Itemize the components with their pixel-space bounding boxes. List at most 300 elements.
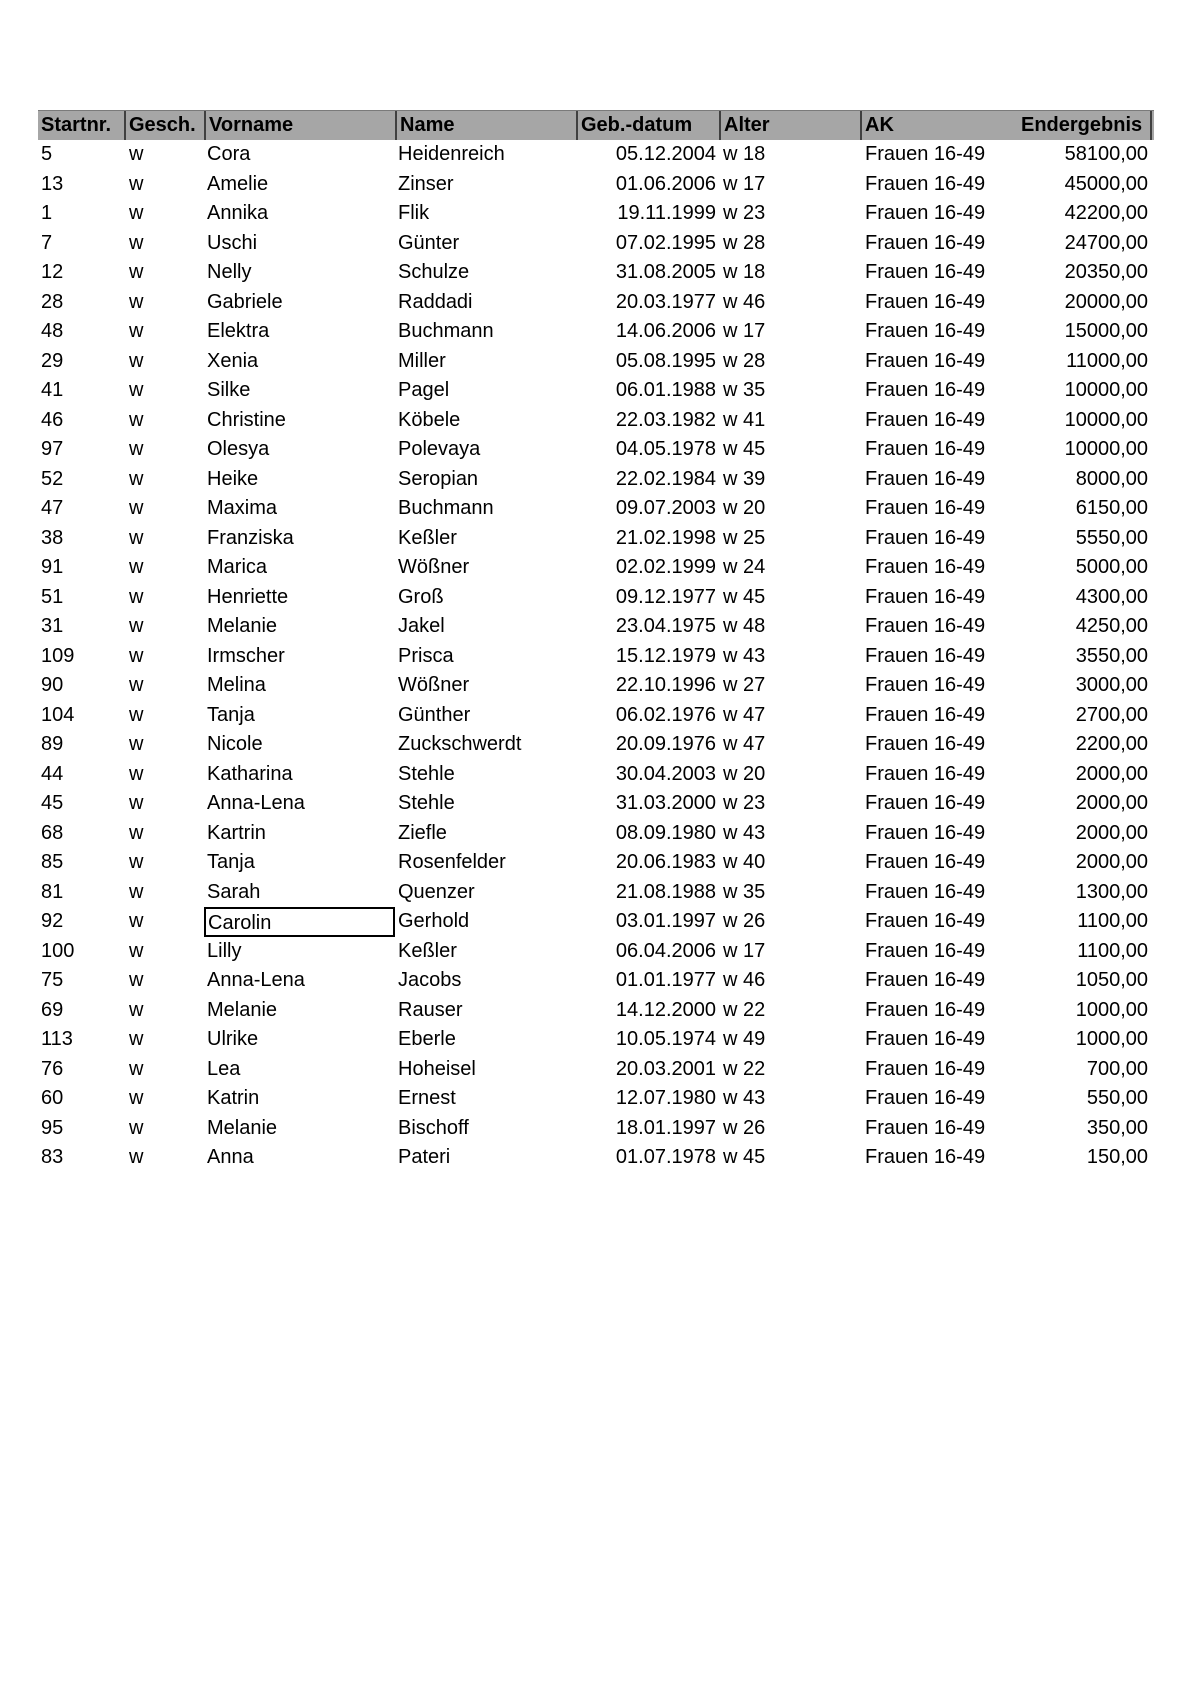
cell-name[interactable]: Heidenreich <box>398 143 505 165</box>
cell-startnr[interactable]: 7 <box>41 231 53 254</box>
table-row <box>38 465 1154 495</box>
cell-startnr[interactable]: 31 <box>41 615 64 637</box>
cell-altersklasse[interactable]: Frauen 16-49 <box>865 408 986 431</box>
cell-name[interactable]: Wößner <box>398 556 470 578</box>
cell-altersklasse[interactable]: Frauen 16-49 <box>865 674 986 696</box>
cell-geschlecht[interactable]: w <box>129 585 144 608</box>
cell-geschlecht[interactable]: w <box>129 556 144 578</box>
cell-geburtsdatum[interactable]: 09.12.1977 <box>615 585 716 608</box>
cell-geschlecht[interactable]: w <box>129 261 144 283</box>
cell-geschlecht[interactable]: w <box>129 1087 144 1109</box>
cell-alter[interactable]: w 25 <box>723 526 766 549</box>
cell-geburtsdatum[interactable]: 21.08.1988 <box>615 880 716 903</box>
cell-startnr[interactable]: 85 <box>41 851 64 873</box>
cell-startnr[interactable]: 90 <box>41 674 64 696</box>
table-row <box>38 878 1154 908</box>
cell-endergebnis[interactable]: 2000,00 <box>1075 851 1148 873</box>
cell-geschlecht[interactable]: w <box>129 408 144 431</box>
cell-endergebnis[interactable]: 4300,00 <box>1075 585 1148 608</box>
cell-name[interactable]: Wößner <box>398 674 470 696</box>
cell-altersklasse[interactable]: Frauen 16-49 <box>865 231 986 254</box>
cell-altersklasse[interactable]: Frauen 16-49 <box>865 1057 986 1080</box>
cell-alter[interactable]: w 41 <box>723 408 766 431</box>
cell-startnr[interactable]: 12 <box>41 261 64 283</box>
cell-alter[interactable]: w 22 <box>723 998 766 1021</box>
cell-altersklasse[interactable]: Frauen 16-49 <box>865 1087 986 1109</box>
cell-altersklasse[interactable]: Frauen 16-49 <box>865 762 986 785</box>
cell-alter[interactable]: w 46 <box>723 969 766 991</box>
cell-name[interactable]: Keßler <box>398 939 457 962</box>
cell-geschlecht[interactable]: w <box>129 320 144 342</box>
cell-vorname[interactable]: Melanie <box>207 1116 278 1139</box>
cell-vorname[interactable]: Elektra <box>207 320 270 342</box>
cell-geburtsdatum[interactable]: 14.12.2000 <box>615 998 716 1021</box>
cell-alter[interactable]: w 27 <box>723 674 766 696</box>
cell-startnr[interactable]: 28 <box>41 290 64 313</box>
cell-geburtsdatum[interactable]: 20.03.2001 <box>615 1057 716 1080</box>
cell-alter[interactable]: w 48 <box>723 615 766 637</box>
cell-alter[interactable]: w 43 <box>723 644 766 667</box>
table-row <box>38 789 1154 819</box>
cell-vorname[interactable]: Henriette <box>207 585 289 608</box>
cell-geburtsdatum[interactable]: 31.03.2000 <box>615 792 716 814</box>
cell-alter[interactable]: w 40 <box>723 851 766 873</box>
cell-alter[interactable]: w 17 <box>723 320 766 342</box>
cell-endergebnis[interactable]: 8000,00 <box>1075 467 1148 490</box>
cell-endergebnis[interactable]: 45000,00 <box>1064 172 1148 195</box>
cell-startnr[interactable]: 89 <box>41 733 64 755</box>
table-row <box>38 494 1154 524</box>
cell-vorname-selected[interactable]: Carolin <box>204 907 395 937</box>
cell-name[interactable]: Eberle <box>398 1028 456 1050</box>
cell-altersklasse[interactable]: Frauen 16-49 <box>865 910 986 932</box>
cell-vorname[interactable]: Cora <box>207 143 251 165</box>
cell-endergebnis[interactable]: 1100,00 <box>1077 939 1148 962</box>
cell-name[interactable]: Miller <box>398 349 446 372</box>
cell-altersklasse[interactable]: Frauen 16-49 <box>865 1116 986 1139</box>
cell-vorname[interactable]: Christine <box>207 408 286 431</box>
cell-startnr[interactable]: 83 <box>41 1146 64 1168</box>
cell-geburtsdatum[interactable]: 09.07.2003 <box>615 497 716 519</box>
cell-endergebnis[interactable]: 20350,00 <box>1064 261 1148 283</box>
cell-geschlecht[interactable]: w <box>129 143 144 165</box>
cell-name[interactable]: Zinser <box>398 172 454 195</box>
cell-geburtsdatum[interactable]: 14.06.2006 <box>615 320 716 342</box>
cell-altersklasse[interactable]: Frauen 16-49 <box>865 143 986 165</box>
cell-startnr[interactable]: 100 <box>41 939 75 962</box>
cell-name[interactable]: Buchmann <box>398 497 494 519</box>
cell-altersklasse[interactable]: Frauen 16-49 <box>865 585 986 608</box>
cell-alter[interactable]: w 20 <box>723 497 766 519</box>
cell-geburtsdatum[interactable]: 30.04.2003 <box>615 762 716 785</box>
cell-altersklasse[interactable]: Frauen 16-49 <box>865 939 986 962</box>
cell-altersklasse[interactable]: Frauen 16-49 <box>865 703 986 726</box>
cell-geburtsdatum[interactable]: 15.12.1979 <box>615 644 716 667</box>
cell-geschlecht[interactable]: w <box>129 290 144 313</box>
cell-altersklasse[interactable]: Frauen 16-49 <box>865 172 986 195</box>
cell-name[interactable]: Rauser <box>398 998 463 1021</box>
cell-geschlecht[interactable]: w <box>129 851 144 873</box>
cell-alter[interactable]: w 46 <box>723 290 766 313</box>
cell-endergebnis[interactable]: 3000,00 <box>1075 674 1148 696</box>
cell-startnr[interactable]: 46 <box>41 408 64 431</box>
cell-altersklasse[interactable]: Frauen 16-49 <box>865 644 986 667</box>
cell-alter[interactable]: w 26 <box>723 1116 766 1139</box>
cell-endergebnis[interactable]: 1000,00 <box>1075 998 1148 1021</box>
cell-startnr[interactable]: 48 <box>41 320 64 342</box>
cell-endergebnis[interactable]: 2200,00 <box>1075 733 1148 755</box>
cell-alter[interactable]: w 17 <box>723 172 766 195</box>
cell-vorname[interactable]: Maxima <box>207 497 278 519</box>
cell-geburtsdatum[interactable]: 20.09.1976 <box>615 733 716 755</box>
cell-alter[interactable]: w 47 <box>723 733 766 755</box>
cell-startnr[interactable]: 13 <box>41 172 64 195</box>
cell-endergebnis[interactable]: 2000,00 <box>1075 821 1148 844</box>
cell-endergebnis[interactable]: 1050,00 <box>1075 969 1148 991</box>
cell-alter[interactable]: w 28 <box>723 231 766 254</box>
header-altersklasse: AK <box>865 114 894 136</box>
cell-altersklasse[interactable]: Frauen 16-49 <box>865 290 986 313</box>
cell-name[interactable]: Rosenfelder <box>398 851 506 873</box>
cell-startnr[interactable]: 29 <box>41 349 64 372</box>
cell-name[interactable]: Gerhold <box>398 910 470 932</box>
cell-name[interactable]: Ziefle <box>398 821 447 844</box>
cell-endergebnis[interactable]: 10000,00 <box>1064 379 1148 401</box>
cell-altersklasse[interactable]: Frauen 16-49 <box>865 880 986 903</box>
cell-geburtsdatum[interactable]: 05.12.2004 <box>615 143 716 165</box>
cell-geburtsdatum[interactable]: 20.06.1983 <box>615 851 716 873</box>
cell-vorname[interactable]: Nicole <box>207 733 263 755</box>
table-row <box>38 701 1154 731</box>
cell-altersklasse[interactable]: Frauen 16-49 <box>865 320 986 342</box>
cell-geschlecht[interactable]: w <box>129 762 144 785</box>
cell-vorname[interactable]: Tanja <box>207 851 255 873</box>
cell-endergebnis[interactable]: 24700,00 <box>1064 231 1148 254</box>
table-row <box>38 760 1154 790</box>
cell-geburtsdatum[interactable]: 22.03.1982 <box>615 408 716 431</box>
cell-startnr[interactable]: 44 <box>41 762 64 785</box>
cell-geschlecht[interactable]: w <box>129 1116 144 1139</box>
cell-geburtsdatum[interactable]: 01.06.2006 <box>615 172 716 195</box>
cell-geschlecht[interactable]: w <box>129 880 144 903</box>
cell-alter[interactable]: w 45 <box>723 1146 766 1168</box>
cell-geburtsdatum[interactable]: 02.02.1999 <box>615 556 716 578</box>
cell-altersklasse[interactable]: Frauen 16-49 <box>865 202 986 224</box>
cell-geschlecht[interactable]: w <box>129 526 144 549</box>
cell-startnr[interactable]: 75 <box>41 969 64 991</box>
cell-startnr[interactable]: 76 <box>41 1057 64 1080</box>
cell-endergebnis[interactable]: 1300,00 <box>1075 880 1148 903</box>
cell-geschlecht[interactable]: w <box>129 467 144 490</box>
cell-vorname[interactable]: Melanie <box>207 998 278 1021</box>
cell-vorname[interactable]: Katrin <box>207 1087 260 1109</box>
cell-alter[interactable]: w 26 <box>723 910 766 932</box>
cell-name[interactable]: Hoheisel <box>398 1057 476 1080</box>
cell-vorname[interactable]: Heike <box>207 467 259 490</box>
table-row <box>38 1055 1154 1085</box>
cell-name[interactable]: Quenzer <box>398 880 475 903</box>
cell-vorname[interactable]: Anna-Lena <box>207 792 305 814</box>
cell-altersklasse[interactable]: Frauen 16-49 <box>865 438 986 460</box>
cell-geburtsdatum[interactable]: 21.02.1998 <box>615 526 716 549</box>
cell-endergebnis[interactable]: 20000,00 <box>1064 290 1148 313</box>
cell-endergebnis[interactable]: 550,00 <box>1086 1087 1148 1109</box>
cell-geburtsdatum[interactable]: 03.01.1997 <box>615 910 716 932</box>
cell-vorname[interactable]: Marica <box>207 556 268 578</box>
cell-altersklasse[interactable]: Frauen 16-49 <box>865 349 986 372</box>
cell-vorname[interactable]: Ulrike <box>207 1028 259 1050</box>
cell-endergebnis[interactable]: 10000,00 <box>1064 438 1148 460</box>
cell-endergebnis[interactable]: 10000,00 <box>1064 408 1148 431</box>
cell-altersklasse[interactable]: Frauen 16-49 <box>865 1146 986 1168</box>
cell-vorname[interactable]: Kartrin <box>207 821 266 844</box>
cell-geschlecht[interactable]: w <box>129 703 144 726</box>
table-row <box>38 1025 1154 1055</box>
cell-name[interactable]: Jakel <box>398 615 445 637</box>
cell-endergebnis[interactable]: 5000,00 <box>1075 556 1148 578</box>
cell-endergebnis[interactable]: 3550,00 <box>1075 644 1148 667</box>
cell-alter[interactable]: w 24 <box>723 556 766 578</box>
cell-geschlecht[interactable]: w <box>129 379 144 401</box>
cell-startnr[interactable]: 95 <box>41 1116 64 1139</box>
cell-geburtsdatum[interactable]: 22.02.1984 <box>615 467 716 490</box>
cell-geschlecht[interactable]: w <box>129 969 144 991</box>
cell-startnr[interactable]: 97 <box>41 438 64 460</box>
cell-geschlecht[interactable]: w <box>129 1146 144 1168</box>
cell-geburtsdatum[interactable]: 06.01.1988 <box>615 379 716 401</box>
cell-name[interactable]: Keßler <box>398 526 457 549</box>
cell-altersklasse[interactable]: Frauen 16-49 <box>865 851 986 873</box>
cell-alter[interactable]: w 45 <box>723 585 766 608</box>
cell-endergebnis[interactable]: 150,00 <box>1086 1146 1148 1168</box>
cell-name[interactable]: Pagel <box>398 379 450 401</box>
cell-altersklasse[interactable]: Frauen 16-49 <box>865 792 986 814</box>
cell-alter[interactable]: w 49 <box>723 1028 766 1050</box>
cell-geschlecht[interactable]: w <box>129 172 144 195</box>
cell-endergebnis[interactable]: 700,00 <box>1086 1057 1148 1080</box>
cell-altersklasse[interactable]: Frauen 16-49 <box>865 733 986 755</box>
cell-endergebnis[interactable]: 2700,00 <box>1075 703 1148 726</box>
cell-startnr[interactable]: 1 <box>41 202 53 224</box>
cell-geschlecht[interactable]: w <box>129 674 144 696</box>
cell-alter[interactable]: w 20 <box>723 762 766 785</box>
cell-geschlecht[interactable]: w <box>129 998 144 1021</box>
cell-endergebnis[interactable]: 15000,00 <box>1064 320 1148 342</box>
cell-vorname[interactable]: Sarah <box>207 880 261 903</box>
cell-name[interactable]: Günter <box>398 231 460 254</box>
cell-startnr[interactable]: 81 <box>41 880 64 903</box>
cell-startnr[interactable]: 69 <box>41 998 64 1021</box>
cell-vorname[interactable]: Silke <box>207 379 251 401</box>
cell-name[interactable]: Pateri <box>398 1146 451 1168</box>
cell-startnr[interactable]: 41 <box>41 379 64 401</box>
cell-geschlecht[interactable]: w <box>129 1057 144 1080</box>
cell-alter[interactable]: w 43 <box>723 1087 766 1109</box>
cell-alter[interactable]: w 28 <box>723 349 766 372</box>
cell-alter[interactable]: w 18 <box>723 143 766 165</box>
cell-vorname[interactable]: Melina <box>207 674 266 696</box>
cell-geburtsdatum[interactable]: 01.07.1978 <box>615 1146 716 1168</box>
cell-endergebnis[interactable]: 1100,00 <box>1077 910 1148 932</box>
cell-alter[interactable]: w 23 <box>723 792 766 814</box>
cell-startnr[interactable]: 92 <box>41 910 64 932</box>
cell-name[interactable]: Ernest <box>398 1087 456 1109</box>
cell-startnr[interactable]: 91 <box>41 556 64 578</box>
cell-name[interactable]: Stehle <box>398 762 455 785</box>
cell-name[interactable]: Schulze <box>398 261 470 283</box>
cell-geschlecht[interactable]: w <box>129 733 144 755</box>
cell-vorname[interactable]: Lea <box>207 1057 241 1080</box>
cell-vorname[interactable]: Irmscher <box>207 644 285 667</box>
cell-name[interactable]: Groß <box>398 585 444 608</box>
cell-altersklasse[interactable]: Frauen 16-49 <box>865 969 986 991</box>
cell-vorname[interactable]: Anna <box>207 1146 254 1168</box>
cell-endergebnis[interactable]: 6150,00 <box>1075 497 1148 519</box>
cell-endergebnis[interactable]: 42200,00 <box>1064 202 1148 224</box>
cell-altersklasse[interactable]: Frauen 16-49 <box>865 1028 986 1050</box>
cell-geschlecht[interactable]: w <box>129 349 144 372</box>
cell-altersklasse[interactable]: Frauen 16-49 <box>865 821 986 844</box>
cell-endergebnis[interactable]: 2000,00 <box>1075 762 1148 785</box>
cell-alter[interactable]: w 47 <box>723 703 766 726</box>
cell-startnr[interactable]: 5 <box>41 143 53 165</box>
header-vorname: Vorname <box>204 111 395 140</box>
cell-altersklasse[interactable]: Frauen 16-49 <box>865 615 986 637</box>
cell-alter[interactable]: w 43 <box>723 821 766 844</box>
cell-startnr[interactable]: 68 <box>41 821 64 844</box>
cell-endergebnis[interactable]: 58100,00 <box>1064 143 1148 165</box>
cell-geschlecht[interactable]: w <box>129 792 144 814</box>
cell-altersklasse[interactable]: Frauen 16-49 <box>865 998 986 1021</box>
cell-name[interactable]: Polevaya <box>398 438 481 460</box>
cell-alter[interactable]: w 35 <box>723 379 766 401</box>
cell-vorname[interactable]: Xenia <box>207 349 259 372</box>
cell-alter[interactable]: w 45 <box>723 438 766 460</box>
cell-startnr[interactable]: 104 <box>41 703 75 726</box>
cell-geburtsdatum[interactable]: 18.01.1997 <box>615 1116 716 1139</box>
cell-geburtsdatum[interactable]: 08.09.1980 <box>615 821 716 844</box>
table-row <box>38 258 1154 288</box>
cell-vorname[interactable]: Lilly <box>207 939 242 962</box>
cell-name[interactable]: Raddadi <box>398 290 473 313</box>
cell-endergebnis[interactable]: 2000,00 <box>1075 792 1148 814</box>
cell-altersklasse[interactable]: Frauen 16-49 <box>865 526 986 549</box>
cell-vorname[interactable]: Olesya <box>207 438 270 460</box>
cell-endergebnis[interactable]: 350,00 <box>1086 1116 1148 1139</box>
table-row <box>38 937 1154 967</box>
cell-geschlecht[interactable]: w <box>129 438 144 460</box>
cell-name[interactable]: Köbele <box>398 408 461 431</box>
cell-vorname[interactable]: Tanja <box>207 703 255 726</box>
cell-startnr[interactable]: 109 <box>41 644 75 667</box>
cell-vorname[interactable]: Uschi <box>207 231 258 254</box>
cell-geburtsdatum[interactable]: 07.02.1995 <box>615 231 716 254</box>
table-row <box>38 553 1154 583</box>
cell-geburtsdatum[interactable]: 31.08.2005 <box>615 261 716 283</box>
table-row <box>38 347 1154 377</box>
cell-name[interactable]: Prisca <box>398 644 454 667</box>
cell-name[interactable]: Günther <box>398 703 471 726</box>
header-alter: Alter <box>719 111 862 140</box>
cell-vorname[interactable]: Amelie <box>207 172 269 195</box>
cell-endergebnis[interactable]: 4250,00 <box>1075 615 1148 637</box>
cell-name[interactable]: Stehle <box>398 792 455 814</box>
cell-geburtsdatum[interactable]: 06.02.1976 <box>615 703 716 726</box>
cell-startnr[interactable]: 51 <box>41 585 64 608</box>
table-row <box>38 642 1154 672</box>
cell-name[interactable]: Buchmann <box>398 320 494 342</box>
cell-endergebnis[interactable]: 11000,00 <box>1066 349 1148 372</box>
cell-name[interactable]: Flik <box>398 202 430 224</box>
cell-altersklasse[interactable]: Frauen 16-49 <box>865 261 986 283</box>
cell-startnr[interactable]: 113 <box>41 1028 73 1050</box>
cell-altersklasse[interactable]: Frauen 16-49 <box>865 467 986 490</box>
cell-geschlecht[interactable]: w <box>129 202 144 224</box>
cell-vorname[interactable]: Franziska <box>207 526 294 549</box>
cell-vorname[interactable]: Anna-Lena <box>207 969 305 991</box>
cell-name[interactable]: Bischoff <box>398 1116 469 1139</box>
cell-geschlecht[interactable]: w <box>129 231 144 254</box>
cell-altersklasse[interactable]: Frauen 16-49 <box>865 379 986 401</box>
cell-geburtsdatum[interactable]: 19.11.1999 <box>617 202 716 224</box>
cell-endergebnis[interactable]: 5550,00 <box>1075 526 1148 549</box>
cell-startnr[interactable]: 52 <box>41 467 64 490</box>
cell-endergebnis[interactable]: 1000,00 <box>1075 1028 1148 1050</box>
cell-vorname[interactable]: Katharina <box>207 762 293 785</box>
cell-startnr[interactable]: 38 <box>41 526 64 549</box>
table-row <box>38 229 1154 259</box>
cell-startnr[interactable]: 45 <box>41 792 64 814</box>
cell-geburtsdatum[interactable]: 01.01.1977 <box>615 969 716 991</box>
cell-geburtsdatum[interactable]: 23.04.1975 <box>615 615 716 637</box>
cell-geschlecht[interactable]: w <box>129 821 144 844</box>
cell-startnr[interactable]: 60 <box>41 1087 64 1109</box>
cell-geburtsdatum[interactable]: 05.08.1995 <box>615 349 716 372</box>
cell-alter[interactable]: w 39 <box>723 467 766 490</box>
cell-geschlecht[interactable]: w <box>129 910 144 932</box>
cell-geschlecht[interactable]: w <box>129 497 144 519</box>
cell-geburtsdatum[interactable]: 22.10.1996 <box>615 674 716 696</box>
cell-geburtsdatum[interactable]: 10.05.1974 <box>615 1028 716 1050</box>
table-row <box>38 966 1154 996</box>
cell-vorname[interactable]: Gabriele <box>207 290 283 313</box>
cell-name[interactable]: Seropian <box>398 467 479 490</box>
header-startnr: Startnr. <box>41 114 112 136</box>
cell-name[interactable]: Zuckschwerdt <box>398 733 522 755</box>
cell-startnr[interactable]: 47 <box>41 497 64 519</box>
table-row <box>38 524 1154 554</box>
cell-geburtsdatum[interactable]: 04.05.1978 <box>615 438 716 460</box>
cell-altersklasse[interactable]: Frauen 16-49 <box>865 556 986 578</box>
cell-alter[interactable]: w 35 <box>723 880 766 903</box>
cell-geschlecht[interactable]: w <box>129 615 144 637</box>
cell-geburtsdatum[interactable]: 12.07.1980 <box>615 1087 716 1109</box>
cell-geschlecht[interactable]: w <box>129 939 144 962</box>
cell-geschlecht[interactable]: w <box>129 1028 144 1050</box>
cell-name[interactable]: Jacobs <box>398 969 462 991</box>
cell-alter[interactable]: w 17 <box>723 939 766 962</box>
cell-alter[interactable]: w 23 <box>723 202 766 224</box>
cell-vorname[interactable]: Annika <box>207 202 269 224</box>
cell-vorname[interactable]: Nelly <box>207 261 252 283</box>
cell-vorname[interactable]: Melanie <box>207 615 278 637</box>
cell-geburtsdatum[interactable]: 06.04.2006 <box>615 939 716 962</box>
cell-alter[interactable]: w 22 <box>723 1057 766 1080</box>
cell-geschlecht[interactable]: w <box>129 644 144 667</box>
cell-alter[interactable]: w 18 <box>723 261 766 283</box>
cell-geburtsdatum[interactable]: 20.03.1977 <box>615 290 716 313</box>
cell-altersklasse[interactable]: Frauen 16-49 <box>865 497 986 519</box>
